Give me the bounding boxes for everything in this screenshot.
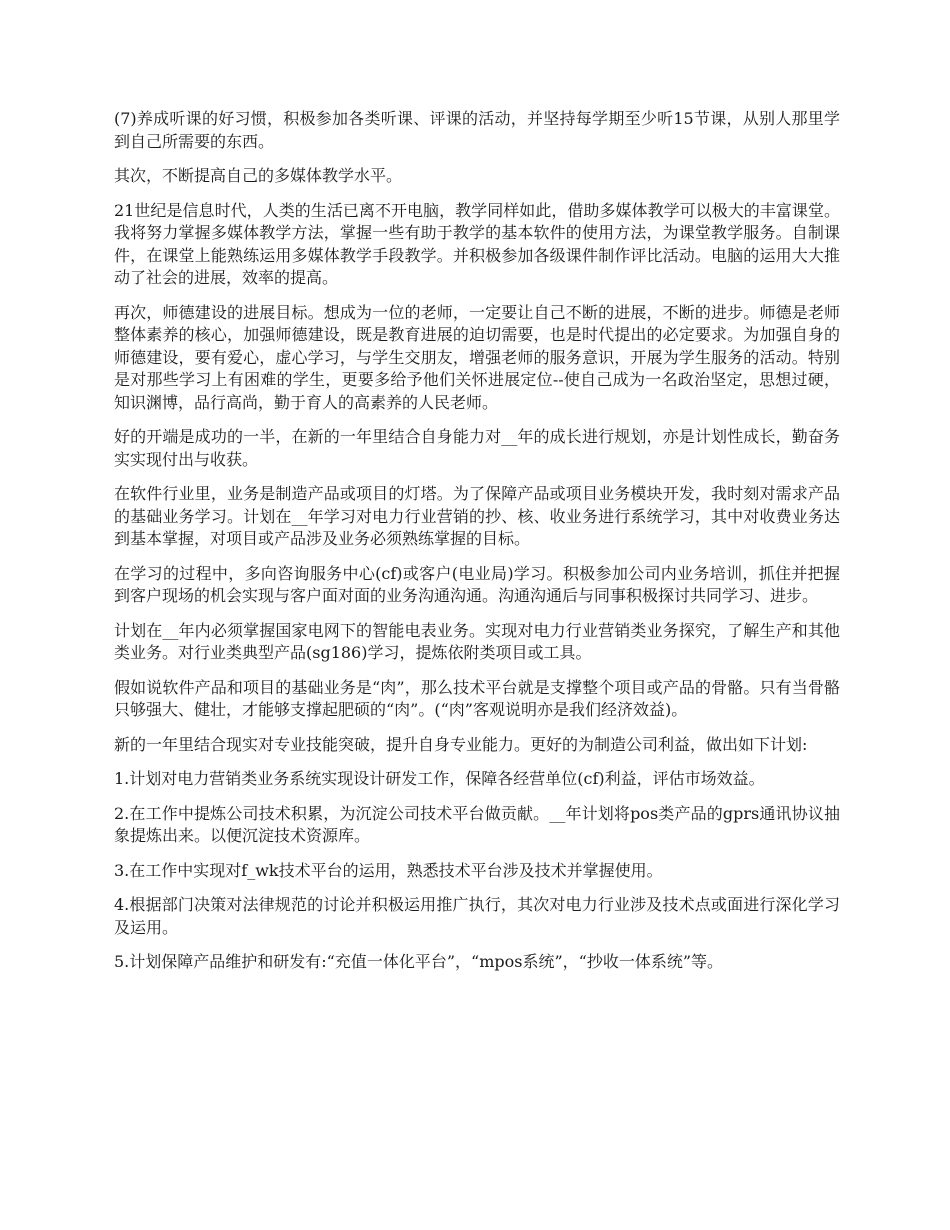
paragraph-meat-and-bones: 假如说软件产品和项目的基础业务是“肉”，那么技术平台就是支撑整个项目或产品的骨骼。只有当骨骼只够强大、健壮，才能够支撑起肥硕的“肉”。(“肉”客观说明亦是我们经济效益)。 <box>114 677 840 719</box>
paragraph-listening-habit: (7)养成听课的好习惯，积极参加各类听课、评课的活动，并坚持每学期至少听15节课，从别人那里学到自己所需要的东西。 <box>114 109 840 151</box>
paragraph-teacher-ethics: 再次，师德建设的进展目标。想成为一位的老师，一定要让自己不断的进展，不断的进步。师德是老师整体素养的核心，加强师德建设，既是教育进展的迫切需要，也是时代提出的必定要求。为加强自身的师德建设，要有爱心，虚心学习，与学生交朋友，增强老师的服务意识，开展为学生服务的活动。特别是对那些学习上有困难的学生，更要多给予他们关怀进展定位--使自己成为一名政治坚定，思想过硬，知识渊博，品行高尚，勤于育人的高素养的人民老师。 <box>114 302 840 412</box>
paragraph-multimedia-heading: 其次，不断提高自己的多媒体教学水平。 <box>114 166 403 185</box>
list-item-plan-1: 1.计划对电力营销类业务系统实现设计研发工作，保障各经营单位(cf)利益，评估市场效益。 <box>114 769 765 788</box>
paragraph-smart-meter-plan: 计划在__年内必须掌握国家电网下的智能电表业务。实现对电力行业营销类业务探究，了解生产和其他类业务。对行业类典型产品(sg186)学习，提炼依附类项目或工具。 <box>114 620 840 662</box>
paragraph-learning-process: 在学习的过程中，多向咨询服务中心(cf)或客户(电业局)学习。积极参加公司内业务培训，抓住并把握到客户现场的机会实现与客户面对面的业务沟通沟通。沟通沟通后与同事积极探讨共同学习、进步。 <box>114 563 840 605</box>
list-item-plan-4: 4.根据部门决策对法律规范的讨论并积极运用推广执行，其次对电力行业涉及技术点或面进行深化学习及运用。 <box>114 895 840 937</box>
paragraph-good-start: 好的开端是成功的一半，在新的一年里结合自身能力对__年的成长进行规划，亦是计划性成长，勤奋务实实现付出与收获。 <box>114 427 840 469</box>
list-item-plan-3: 3.在工作中实现对f_wk技术平台的运用，熟悉技术平台涉及技术并掌握使用。 <box>114 860 663 880</box>
list-item-plan-2: 2.在工作中提炼公司技术积累，为沉淀公司技术平台做贡献。__年计划将pos类产品的gprs通讯协议抽象提炼出来。以便沉淀技术资源库。 <box>114 803 840 845</box>
document-page <box>114 108 840 986</box>
paragraph-software-business: 在软件行业里，业务是制造产品或项目的灯塔。为了保障产品或项目业务模块开发，我时刻对需求产品的基础业务学习。计划在__年学习对电力行业营销的抄、核、收业务进行系统学习，其中对收费业务达到基本掌握，对项目或产品涉及业务必须熟练掌握的目标。 <box>114 484 840 548</box>
paragraph-information-age: 21世纪是信息时代，人类的生活已离不开电脑，教学同样如此，借助多媒体教学可以极大的丰富课堂。我将努力掌握多媒体教学方法，掌握一些有助于教学的基本软件的使用方法，为课堂教学服务。自制课件，在课堂上能熟练运用多媒体教学手段教学。并积极参加各级课件制作评比活动。电脑的运用大大推动了社会的进展，效率的提高。 <box>114 200 840 287</box>
list-item-plan-5: 5.计划保障产品维护和研发有:“充值一体化平台”，“mpos系统”，“抄收一体系统”等。 <box>114 952 723 971</box>
paragraph-new-year-plan: 新的一年里结合现实对专业技能突破，提升自身专业能力。更好的为制造公司利益，做出如下计划: <box>114 734 808 754</box>
